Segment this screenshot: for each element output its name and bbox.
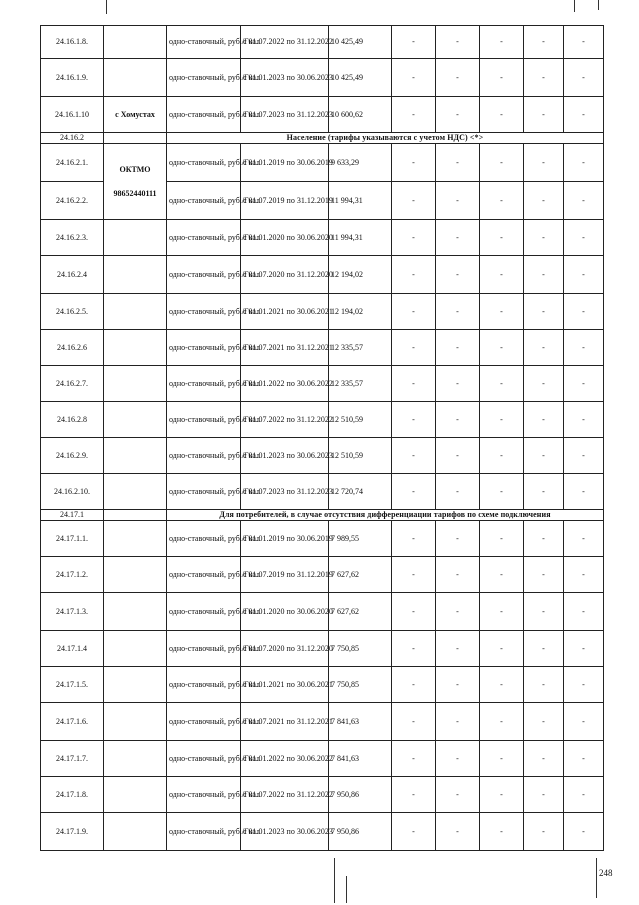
dash-cell: - xyxy=(564,26,604,59)
dash-cell: - xyxy=(564,402,604,438)
table-row xyxy=(41,330,604,366)
dash-cell: - xyxy=(392,521,436,557)
dash-cell: - xyxy=(564,521,604,557)
table-row xyxy=(41,703,604,741)
side-cell xyxy=(104,220,167,256)
price-cell: 12 510,59 xyxy=(329,402,392,438)
period-cell: с 01.07.2020 по 31.12.2020 xyxy=(241,631,329,667)
dash-cell: - xyxy=(564,557,604,593)
unit-cell: одно-ставочный, руб./Гкал xyxy=(167,59,241,97)
dash-cell: - xyxy=(524,593,564,631)
dash-cell: - xyxy=(524,521,564,557)
dash-cell: - xyxy=(524,330,564,366)
table-row xyxy=(41,438,604,474)
row-number: 24.17.1.3. xyxy=(41,593,104,631)
row-number: 24.17.1.5. xyxy=(41,667,104,703)
unit-cell: одно-ставочный, руб./Гкал xyxy=(167,521,241,557)
dash-cell: - xyxy=(392,182,436,220)
price-cell: 12 510,59 xyxy=(329,438,392,474)
period-cell: с 01.07.2019 по 31.12.2019 xyxy=(241,557,329,593)
price-cell: 10 425,49 xyxy=(329,59,392,97)
table-row xyxy=(41,667,604,703)
price-cell: 10 425,49 xyxy=(329,26,392,59)
dash-cell: - xyxy=(480,521,524,557)
unit-cell: одно-ставочный, руб./Гкал xyxy=(167,26,241,59)
dash-cell: - xyxy=(392,474,436,510)
dash-cell: - xyxy=(524,366,564,402)
unit-cell: одно-ставочный, руб./Гкал xyxy=(167,144,241,182)
dash-cell: - xyxy=(524,97,564,133)
dash-cell: - xyxy=(436,97,480,133)
table-row xyxy=(41,59,604,97)
table-row xyxy=(41,366,604,402)
period-cell: с 01.07.2023 по 31.12.2023 xyxy=(241,474,329,510)
dash-cell: - xyxy=(436,631,480,667)
dash-cell: - xyxy=(392,741,436,777)
dash-cell: - xyxy=(564,256,604,294)
row-number: 24.16.2 xyxy=(41,133,104,144)
table-row xyxy=(41,97,604,133)
dash-cell: - xyxy=(524,703,564,741)
dash-cell: - xyxy=(436,557,480,593)
unit-cell: одно-ставочный, руб./Гкал xyxy=(167,97,241,133)
table-row xyxy=(41,220,604,256)
side-cell xyxy=(104,474,167,510)
row-number: 24.16.2.5. xyxy=(41,294,104,330)
dash-cell: - xyxy=(480,366,524,402)
table-row xyxy=(41,813,604,851)
dash-cell: - xyxy=(436,474,480,510)
dash-cell: - xyxy=(436,256,480,294)
period-cell: с 01.01.2020 по 30.06.2020 xyxy=(241,593,329,631)
table-row xyxy=(41,402,604,438)
dash-cell: - xyxy=(564,813,604,851)
dash-cell: - xyxy=(436,330,480,366)
dash-cell: - xyxy=(392,330,436,366)
dash-cell: - xyxy=(480,557,524,593)
scan-mark xyxy=(346,876,347,903)
scan-mark xyxy=(598,0,599,10)
page-number: 248 xyxy=(599,868,613,878)
dash-cell: - xyxy=(564,59,604,97)
period-cell: с 01.01.2020 по 30.06.2020 xyxy=(241,220,329,256)
dash-cell: - xyxy=(524,220,564,256)
dash-cell: - xyxy=(392,593,436,631)
side-cell xyxy=(104,521,167,557)
table-row xyxy=(41,144,604,182)
dash-cell: - xyxy=(564,366,604,402)
row-number: 24.16.2.1. xyxy=(41,144,104,182)
dash-cell: - xyxy=(392,256,436,294)
price-cell: 9 633,29 xyxy=(329,144,392,182)
table-row xyxy=(41,474,604,510)
dash-cell: - xyxy=(480,631,524,667)
dash-cell: - xyxy=(564,667,604,703)
period-cell: с 01.07.2023 по 31.12.2023 xyxy=(241,97,329,133)
price-cell: 7 950,86 xyxy=(329,813,392,851)
row-number: 24.16.2.4 xyxy=(41,256,104,294)
row-number: 24.17.1.6. xyxy=(41,703,104,741)
dash-cell: - xyxy=(524,26,564,59)
row-number: 24.16.2.10. xyxy=(41,474,104,510)
period-cell: с 01.01.2022 по 30.06.2022 xyxy=(241,741,329,777)
scan-mark xyxy=(334,858,335,903)
unit-cell: одно-ставочный, руб./Гкал xyxy=(167,667,241,703)
dash-cell: - xyxy=(392,631,436,667)
dash-cell: - xyxy=(480,59,524,97)
unit-cell: одно-ставочный, руб./Гкал xyxy=(167,256,241,294)
period-cell: с 01.07.2019 по 31.12.2019 xyxy=(241,182,329,220)
row-number: 24.16.2.8 xyxy=(41,402,104,438)
row-number: 24.17.1.4 xyxy=(41,631,104,667)
dash-cell: - xyxy=(524,667,564,703)
section-row xyxy=(41,133,604,144)
row-number: 24.17.1.2. xyxy=(41,557,104,593)
dash-cell: - xyxy=(480,256,524,294)
dash-cell: - xyxy=(392,144,436,182)
row-number: 24.16.2.9. xyxy=(41,438,104,474)
dash-cell: - xyxy=(564,182,604,220)
scan-mark xyxy=(574,0,575,12)
table-row xyxy=(41,741,604,777)
price-cell: 7 989,55 xyxy=(329,521,392,557)
dash-cell: - xyxy=(436,813,480,851)
side-cell xyxy=(104,741,167,777)
dash-cell: - xyxy=(480,182,524,220)
dash-cell: - xyxy=(392,777,436,813)
dash-cell: - xyxy=(480,294,524,330)
row-number: 24.16.2.3. xyxy=(41,220,104,256)
oktmo-code: 98652440111 xyxy=(113,188,157,198)
side-cell xyxy=(104,59,167,97)
price-cell: 7 841,63 xyxy=(329,741,392,777)
dash-cell: - xyxy=(480,97,524,133)
dash-cell: - xyxy=(564,703,604,741)
unit-cell: одно-ставочный, руб./Гкал xyxy=(167,777,241,813)
dash-cell: - xyxy=(436,366,480,402)
dash-cell: - xyxy=(524,294,564,330)
dash-cell: - xyxy=(524,557,564,593)
dash-cell: - xyxy=(480,667,524,703)
section-title: Для потребителей, в случае отсутствия дифференциации тарифов по схеме подключения xyxy=(167,510,604,521)
side-cell xyxy=(104,557,167,593)
dash-cell: - xyxy=(480,26,524,59)
side-cell xyxy=(104,256,167,294)
dash-cell: - xyxy=(524,474,564,510)
section-title: Население (тарифы указываются с учетом НДС) <*> xyxy=(167,133,604,144)
price-cell: 7 627,62 xyxy=(329,593,392,631)
dash-cell: - xyxy=(480,777,524,813)
price-cell: 7 750,85 xyxy=(329,631,392,667)
dash-cell: - xyxy=(564,97,604,133)
dash-cell: - xyxy=(524,631,564,667)
dash-cell: - xyxy=(392,294,436,330)
side-cell xyxy=(104,402,167,438)
table-row xyxy=(41,557,604,593)
dash-cell: - xyxy=(436,741,480,777)
price-cell: 12 194,02 xyxy=(329,294,392,330)
period-cell: с 01.07.2021 по 31.12.2021 xyxy=(241,703,329,741)
side-cell xyxy=(104,703,167,741)
row-number: 24.17.1.1. xyxy=(41,521,104,557)
row-number: 24.17.1 xyxy=(41,510,104,521)
side-cell xyxy=(104,330,167,366)
dash-cell: - xyxy=(524,256,564,294)
side-cell xyxy=(104,813,167,851)
side-cell xyxy=(104,510,167,521)
dash-cell: - xyxy=(392,438,436,474)
table-row xyxy=(41,631,604,667)
price-cell: 11 994,31 xyxy=(329,182,392,220)
period-cell: с 01.01.2021 по 30.06.2021 xyxy=(241,667,329,703)
dash-cell: - xyxy=(436,144,480,182)
tariff-table-body xyxy=(41,26,604,851)
unit-cell: одно-ставочный, руб./Гкал xyxy=(167,741,241,777)
row-number: 24.16.1.10 xyxy=(41,97,104,133)
dash-cell: - xyxy=(480,438,524,474)
dash-cell: - xyxy=(436,438,480,474)
unit-cell: одно-ставочный, руб./Гкал xyxy=(167,593,241,631)
period-cell: с 01.01.2023 по 30.06.2023 xyxy=(241,438,329,474)
unit-cell: одно-ставочный, руб./Гкал xyxy=(167,294,241,330)
unit-cell: одно-ставочный, руб./Гкал xyxy=(167,330,241,366)
side-cell xyxy=(104,366,167,402)
dash-cell: - xyxy=(480,813,524,851)
row-number: 24.16.1.9. xyxy=(41,59,104,97)
dash-cell: - xyxy=(480,144,524,182)
price-cell: 12 194,02 xyxy=(329,256,392,294)
dash-cell: - xyxy=(564,474,604,510)
period-cell: с 01.07.2022 по 31.12.2022 xyxy=(241,777,329,813)
dash-cell: - xyxy=(392,26,436,59)
table-row xyxy=(41,294,604,330)
unit-cell: одно-ставочный, руб./Гкал xyxy=(167,182,241,220)
dash-cell: - xyxy=(564,144,604,182)
dash-cell: - xyxy=(524,182,564,220)
price-cell: 12 335,57 xyxy=(329,366,392,402)
dash-cell: - xyxy=(436,294,480,330)
table-row xyxy=(41,26,604,59)
dash-cell: - xyxy=(564,294,604,330)
dash-cell: - xyxy=(436,521,480,557)
dash-cell: - xyxy=(524,813,564,851)
dash-cell: - xyxy=(392,59,436,97)
dash-cell: - xyxy=(436,220,480,256)
dash-cell: - xyxy=(564,777,604,813)
period-cell: с 01.01.2022 по 30.06.2022 xyxy=(241,366,329,402)
price-cell: 12 335,57 xyxy=(329,330,392,366)
table-row xyxy=(41,777,604,813)
price-cell: 7 950,86 xyxy=(329,777,392,813)
dash-cell: - xyxy=(480,330,524,366)
row-number: 24.16.2.6 xyxy=(41,330,104,366)
period-cell: с 01.07.2020 по 31.12.2020 xyxy=(241,256,329,294)
dash-cell: - xyxy=(564,631,604,667)
dash-cell: - xyxy=(392,813,436,851)
price-cell: 7 750,85 xyxy=(329,667,392,703)
dash-cell: - xyxy=(524,144,564,182)
scan-mark xyxy=(106,0,107,14)
dash-cell: - xyxy=(392,667,436,703)
period-cell: с 01.01.2021 по 30.06.2021 xyxy=(241,294,329,330)
dash-cell: - xyxy=(480,474,524,510)
side-cell xyxy=(104,438,167,474)
dash-cell: - xyxy=(436,59,480,97)
dash-cell: - xyxy=(480,741,524,777)
dash-cell: - xyxy=(436,26,480,59)
row-number: 24.16.1.8. xyxy=(41,26,104,59)
dash-cell: - xyxy=(436,182,480,220)
dash-cell: - xyxy=(564,741,604,777)
row-number: 24.16.2.7. xyxy=(41,366,104,402)
dash-cell: - xyxy=(524,777,564,813)
scan-mark xyxy=(596,858,597,898)
dash-cell: - xyxy=(436,777,480,813)
period-cell: с 01.01.2019 по 30.06.2019 xyxy=(241,521,329,557)
period-cell: с 01.01.2019 по 30.06.2019 xyxy=(241,144,329,182)
side-cell xyxy=(104,294,167,330)
unit-cell: одно-ставочный, руб./Гкал xyxy=(167,813,241,851)
settlement-name: с Хомустах xyxy=(104,97,167,133)
side-cell xyxy=(104,667,167,703)
row-number: 24.17.1.8. xyxy=(41,777,104,813)
dash-cell: - xyxy=(436,402,480,438)
dash-cell: - xyxy=(564,593,604,631)
unit-cell: одно-ставочный, руб./Гкал xyxy=(167,703,241,741)
dash-cell: - xyxy=(436,667,480,703)
table-row xyxy=(41,256,604,294)
row-number: 24.17.1.9. xyxy=(41,813,104,851)
price-cell: 12 720,74 xyxy=(329,474,392,510)
price-cell: 11 994,31 xyxy=(329,220,392,256)
price-cell: 10 600,62 xyxy=(329,97,392,133)
dash-cell: - xyxy=(392,703,436,741)
dash-cell: - xyxy=(524,438,564,474)
dash-cell: - xyxy=(480,703,524,741)
dash-cell: - xyxy=(436,593,480,631)
dash-cell: - xyxy=(436,703,480,741)
dash-cell: - xyxy=(480,402,524,438)
dash-cell: - xyxy=(392,220,436,256)
side-cell xyxy=(104,26,167,59)
dash-cell: - xyxy=(564,330,604,366)
row-number: 24.16.2.2. xyxy=(41,182,104,220)
unit-cell: одно-ставочный, руб./Гкал xyxy=(167,438,241,474)
oktmo-label: ОКТМО xyxy=(119,164,151,174)
side-cell xyxy=(104,593,167,631)
unit-cell: одно-ставочный, руб./Гкал xyxy=(167,557,241,593)
dash-cell: - xyxy=(480,593,524,631)
unit-cell: одно-ставочный, руб./Гкал xyxy=(167,402,241,438)
price-cell: 7 627,62 xyxy=(329,557,392,593)
period-cell: с 01.07.2022 по 31.12.2022 xyxy=(241,402,329,438)
section-row xyxy=(41,510,604,521)
unit-cell: одно-ставочный, руб./Гкал xyxy=(167,366,241,402)
price-cell: 7 841,63 xyxy=(329,703,392,741)
dash-cell: - xyxy=(564,220,604,256)
dash-cell: - xyxy=(524,741,564,777)
period-cell: с 01.01.2023 по 30.06.2023 xyxy=(241,813,329,851)
side-cell xyxy=(104,133,167,144)
side-cell xyxy=(104,777,167,813)
table-row xyxy=(41,593,604,631)
dash-cell: - xyxy=(480,220,524,256)
dash-cell: - xyxy=(524,402,564,438)
period-cell: с 01.01.2023 по 30.06.2023 xyxy=(241,59,329,97)
tariff-table xyxy=(40,25,604,851)
row-number: 24.17.1.7. xyxy=(41,741,104,777)
unit-cell: одно-ставочный, руб./Гкал xyxy=(167,631,241,667)
unit-cell: одно-ставочный, руб./Гкал xyxy=(167,474,241,510)
dash-cell: - xyxy=(392,366,436,402)
dash-cell: - xyxy=(392,97,436,133)
period-cell: с 01.07.2021 по 31.12.2021 xyxy=(241,330,329,366)
dash-cell: - xyxy=(524,59,564,97)
table-row xyxy=(41,521,604,557)
unit-cell: одно-ставочный, руб./Гкал xyxy=(167,220,241,256)
dash-cell: - xyxy=(392,557,436,593)
dash-cell: - xyxy=(564,438,604,474)
side-cell xyxy=(104,631,167,667)
dash-cell: - xyxy=(392,402,436,438)
period-cell: с 01.07.2022 по 31.12.2022 xyxy=(241,26,329,59)
oktmo-cell xyxy=(104,144,167,220)
